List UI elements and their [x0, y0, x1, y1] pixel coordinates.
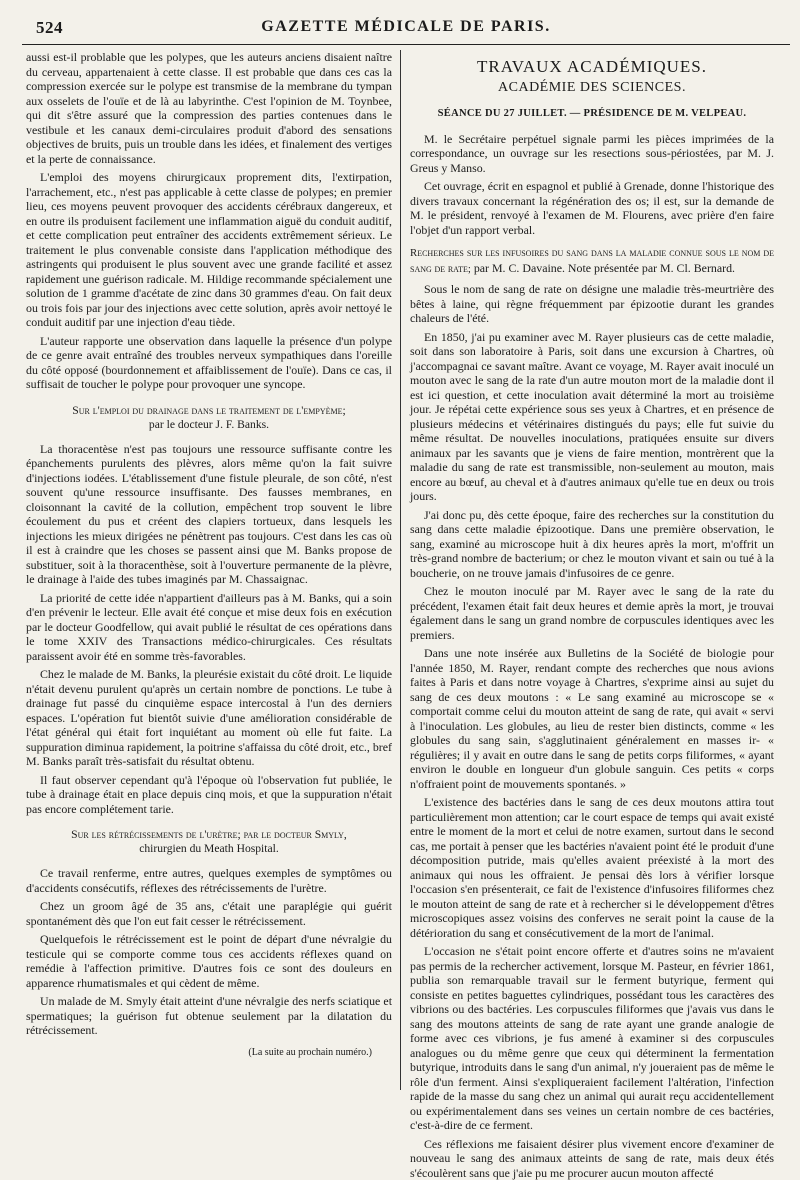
paragraph: Cet ouvrage, écrit en espagnol et publié à Grenade, donne l'historique des divers travaux concernant la régénération des os; il est, sur la demande de M. le président, renvoyé à l'examen de M. Flourens, avec prière d'en faire l'objet d'un rapport verbal.: [410, 179, 774, 237]
paragraph: Chez le mouton inoculé par M. Rayer avec le sang de la rate du précédent, l'examen était fait deux heures et demie après la mort, je trouvai également dans le sang un grand nombre de corpuscules identiques avec les premiers.: [410, 584, 774, 642]
right-column: [410, 50, 774, 1096]
paragraph: Chez un groom âgé de 35 ans, c'était une paraplégie qui guérit spontanément dès que l'on eut fait cesser le rétrécissement.: [26, 899, 392, 928]
paragraph: Il faut observer cependant qu'à l'époque où l'observation fut publiée, le tube à drainage était en place depuis cinq mois, et que la suppuration n'était pas encore complétement tarie.: [26, 773, 392, 817]
paragraph: L'occasion ne s'était point encore offerte et d'autres soins ne m'avaient pas permis de la rechercher activement, lorsque M. Pasteur, en février 1861, publia son remarquable travail sur le ferment butyrique, ferment qui consiste en petites baguettes cylindriques, possédant tous les caractères des vibrions ou des bactéries. Les corpuscules filiformes que j'avais vus dans le sang des moutons atteints de sang de rate ayant une grande analogie de forme avec ces vibrions, je fus amené à examiner si des corpuscules analogues ou du même genre que ceux qui déterminent la fermentation butyrique, introduits dans le sang d'un animal, n'y joueraient pas de même le rôle d'un ferment. Ainsi s'expliqueraient facilement l'altération, l'infection rapide de la masse du sang chez un animal qui aurait reçu accidentellement ou expérimentalement dans ses veines un certain nombre de ces bactéries, c'est-à-dire de ce ferment.: [410, 944, 774, 1133]
paragraph: Quelquefois le rétrécissement est le point de départ d'une névralgie du testicule qui se comporte comme tous ces accidents réflexes quand on remédie à l'affection primitive. D'autres fois ce sont des douleurs en apparence rhumatismales et qui cèdent de même.: [26, 932, 392, 990]
paragraph: L'emploi des moyens chirurgicaux proprement dits, l'extirpation, l'arrachement, etc., n'est pas applicable à cette classe de polypes; en premier lieu, ces moyens peuvent provoquer des accidents cérébraux dangereux, et en outre ils produisent facilement une inflammation aiguë du conduit auditif, et cette complication peut entraîner des accidents extrêmement sérieux. Le traitement le plus convenable consiste dans l'application méthodique des astringents qui produisent le plus souvent avec une grande facilité et assez rapidement une guérison radicale. M. Hildige recommande spécialement une solution de 1 gramme d'acétate de zinc dans 30 grammes d'eau. On fait deux ou trois fois par jour des injections avec cette solution, après avoir nettoyé le conduit auditif par une injection d'eau tiède.: [26, 170, 392, 330]
paragraph: La thoracentèse n'est pas toujours une ressource suffisante contre les épanchements purulents des plèvres, alors même qu'on la fait suivre d'injections iodées. L'établissement d'une fistule pleurale, de son côté, n'est souvent qu'une ressource insuffisante. Des fausses membranes, en cloisonnant la cavité de la collution, empêchent trop souvent le libre écoulement du pus et créent des clapiers tortueux, dans lesquels les injections les mieux dirigées ne pénètrent pas toujours. C'est dans les cas où il est à craindre que les choses se passent ainsi que M. Banks propose de substituer, soit à la thoracenthèse, soit à l'ouverture permanente de la plèvre, le drainage à l'aide des tubes imaginés par M. Chassaignac.: [26, 442, 392, 587]
paragraph: aussi est-il problable que les polypes, que les auteurs anciens disaient naître du cerveau, appartenaient à cette classe. Il est probable que dans ces cas la compression exercée sur le polype est transmise de la membrane du tympan aux osselets de l'ouïe et de là au labyrinthe. C'est l'opinion de M. Toynbee, qui dit s'être assuré que la compression des parties contenues dans le vestibule et les canaux demi-circulaires produit d'abord des sensations objectives de bruits, puis un trouble dans les idées, et finalement des vertiges et la perte de connaissance.: [26, 50, 392, 166]
paragraph: Un malade de M. Smyly était atteint d'une névralgie des nerfs sciatique et spermatiques; la guérison fut obtenue seulement par la dilatation du rétrécissement.: [26, 994, 392, 1038]
section-heading-drainage: [26, 404, 392, 432]
paragraph: Ces réflexions me faisaient désirer plus vivement encore d'examiner de nouveau le sang des animaux atteints de sang de rate, mais deux étés s'écoulèrent sans que j'aie pu me procurer aucun mouton affecté: [410, 1137, 774, 1180]
section-title: Sur l'emploi du drainage dans le traitement de l'empyème;: [72, 404, 345, 417]
paragraph: M. le Secrétaire perpétuel signale parmi les pièces imprimées de la correspondance, un ouvrage sur les resections sous-périostées, par M. J. Greus y Manso.: [410, 132, 774, 176]
paragraph: En 1850, j'ai pu examiner avec M. Rayer plusieurs cas de cette maladie, soit dans son laboratoire à Paris, soit dans une excursion à Chartres, où j'accompagnai ce savant maître. Avant ce voyage, M. Rayer avait inoculé un mouton avec le sang de la rate d'un autre mouton mort de la maladie dont il est ici question, et cette inoculation avait déterminé la mort au troisième jour. Je répétai cette expérience sous ses yeux à Chartres, et en présence de plusieurs médecins et vétérinaires distingués du pays; elle fut suivie du même résultat. De nouvelles inoculations, pratiquées ensuite sur divers animaux par les savants que je viens de faire mention, montrèrent que la maladie du sang de rate est transmissible, non-seulement au mouton, mais encore au bœuf, au cheval et à d'autres animaux qu'elle tue en deux ou trois jours.: [410, 330, 774, 504]
journal-title: GAZETTE MÉDICALE DE PARIS.: [22, 18, 790, 36]
paragraph: L'existence des bactéries dans le sang de ces deux moutons attira tout particulièrement mon attention; car le court espace de temps qui avait existé entre le moment de la mort et celui de notre examen, surtout dans le second cas, me portait à penser que les bactéries n'avaient point été le produit d'une décomposition putride, mais qu'elles avaient préexisté à la mort des animaux qui nous les offraient. Je pensai dès lors à vérifier lorsque l'occasion s'en présenterait, ce fait de l'existence d'infusoires filiformes chez le mouton atteint de sang de rate et à rechercher si le développement d'êtres microscopiques assez voisins des conferves ne serait point la cause de la détérioration du sang et consécutivement de la mort de l'animal.: [410, 795, 774, 940]
academy-title: ACADÉMIE DES SCIENCES.: [410, 81, 774, 96]
paragraph: J'ai donc pu, dès cette époque, faire des recherches sur la constitution du sang dans cette maladie épizootique. Dans une première observation, le sang, examiné au microscope huit à dix heures après la mort, m'offrit un très-grand nombre de bacterium; or chez le mouton vivant et sain ou tué à la boucherie, on ne trouve jamais d'infusoires de ce genre.: [410, 508, 774, 581]
page-header: [22, 18, 790, 45]
section-heading-uretre: [26, 828, 392, 856]
paragraph: L'auteur rapporte une observation dans laquelle la présence d'un polype de ce genre avait entraîné des troubles nerveux sympathiques dans l'oreille du côté opposé (bourdonnement et affaiblissement de l'ouïe). Dans ce cas, il suffisait de toucher le polype pour provoquer une syncope.: [26, 334, 392, 392]
paragraph: Sous le nom de sang de rate on désigne une maladie très-meurtrière des bêtes à laine, qui règne fréquemment par épizootie durant les grandes chaleurs de l'été.: [410, 282, 774, 326]
paragraph: La priorité de cette idée n'appartient d'ailleurs pas à M. Banks, qui a soin d'en prévenir le lecteur. Elle avait été conçue et mise deux fois en exécution par le docteur Goodfellow, qui avait publié le résultat de ces opérations dans le tome XXIV des Transactions médico-chirurgicales. Ces résultats paraissent avoir été en somme très-favorables.: [26, 591, 392, 664]
note-title: Recherches sur les infusoires du sang dans la maladie connue sous le nom de sang de rate;: [410, 247, 774, 275]
paragraph: Chez le malade de M. Banks, la pleurésie existait du côté droit. Le liquide n'était devenu purulent qu'après un certain nombre de ponctions. Le tube à drainage fut passé du cinquième espace intercostal à l'un des derniers espaces. L'opération fut bientôt suivie d'une amélioration considérable de l'état général qui était fort inquiétant au moment où elle fut faite. La suppuration diminua rapidement, la poitrine s'affaissa du côté droit, etc., bref M. Banks paraît très-satisfait du résultat obtenu.: [26, 667, 392, 769]
left-column: [26, 50, 392, 1096]
session-line: SÉANCE DU 27 JUILLET. — PRÉSIDENCE DE M. VELPEAU.: [410, 107, 774, 122]
page-number: 524: [36, 18, 63, 38]
section-author: par le docteur J. F. Banks.: [26, 418, 392, 432]
column-divider: [400, 50, 401, 1090]
section-author: chirurgien du Meath Hospital.: [26, 842, 392, 856]
section-title-travaux: TRAVAUX ACADÉMIQUES.: [410, 60, 774, 75]
paragraph: Ce travail renferme, entre autres, quelques exemples de symptômes ou d'accidents consécutifs, réflexes des rétrécissements de l'urètre.: [26, 866, 392, 895]
paragraph: Dans une note insérée aux Bulletins de la Société de biologie pour l'année 1850, M. Rayer, rendant compte des recherches que nous avions faites à Paris et dans notre voyage à Chartres, s'exprime ainsi au sujet du sang de ces deux moutons : « Le sang examiné au microscope se « comportait comme celui du mouton atteint de sang de rate, qui avait « servi à l'inoculation. Les globules, au lieu de rester bien distincts, comme « les globules du sang sain, s'agglutinaient généralement en masses ir- « régulières; il y avait en outre dans le sang de petits corps filiformes, « ayant environ le double en longueur d'un globule sanguin. Ces petits « corps n'offraient point de mouvements spontanés. »: [410, 646, 774, 791]
section-title: Sur les rétrécissements de l'urètre; par le docteur Smyly,: [71, 828, 347, 841]
note-heading: [410, 245, 774, 276]
note-author: par M. C. Davaine. Note présentée par M. Cl. Bernard.: [474, 261, 735, 275]
continuation-note: (La suite au prochain numéro.): [26, 1046, 372, 1061]
